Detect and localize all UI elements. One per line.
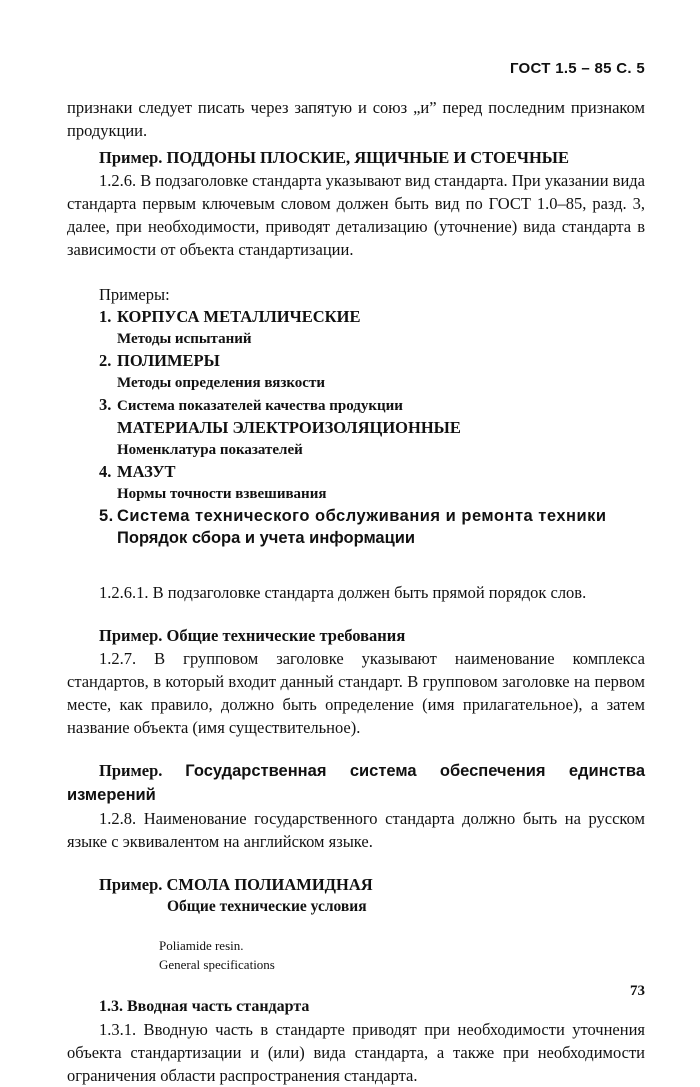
- example-4: [67, 759, 645, 807]
- english-title-line-2: General specifications: [159, 957, 275, 972]
- example-text: Общие технические требования: [166, 626, 406, 645]
- example-prefix: Пример.: [99, 761, 163, 780]
- item-subtitle: Нормы точности взвешивания: [117, 486, 327, 502]
- section-title-1-3: 1.3. Вводная часть стандарта: [99, 998, 310, 1015]
- item-title: Система технического обслуживания и ремонта техники: [117, 507, 607, 525]
- example-5-subtitle: Общие технические условия: [167, 898, 367, 915]
- item-subtitle: Номенклатура показателей: [117, 442, 303, 458]
- example-prefix: Пример.: [99, 148, 163, 167]
- example-item-3: [99, 394, 645, 417]
- example-prefix: Пример.: [99, 626, 163, 645]
- item-number: 2.: [99, 351, 112, 370]
- example-text: ПОДДОНЫ ПЛОСКИЕ, ЯЩИЧНЫЕ И СТОЕЧНЫЕ: [166, 148, 569, 167]
- page-body: [67, 96, 645, 1087]
- examples-label: Примеры:: [99, 285, 170, 304]
- page-header: ГОСТ 1.5 – 85 С. 5: [509, 60, 645, 77]
- paragraph-1-2-6: 1.2.6. В подзаголовке стандарта указывают вид стандарта. При указании вида стандарта первым ключевым словом должен быть вид по ГОСТ 1.0–85, разд. 3, далее, при необходимости, приводят детализацию (уточнение) вида стандарта в зависимости от объекта стандартизации.: [67, 171, 645, 259]
- example-5: [67, 873, 645, 896]
- example-text: Государственная система обеспечения единства измерений: [67, 762, 645, 804]
- item-subtitle: МАТЕРИАЛЫ ЭЛЕКТРОИЗОЛЯЦИОННЫЕ: [117, 418, 461, 437]
- item-number: 4.: [99, 462, 112, 481]
- example-item-5: [99, 505, 645, 527]
- item-number: 1.: [99, 307, 112, 326]
- example-item-1: [99, 306, 645, 328]
- paragraph-1-3-1: 1.3.1. Вводную часть в стандарте приводят при необходимости уточнения объекта стандартизации и (или) вида стандарта, а также при необходимости ограничения области распространения стандарта.: [67, 1020, 645, 1085]
- example-item-2: [99, 350, 645, 372]
- item-title: МАЗУТ: [117, 462, 176, 481]
- item-subtitle: Методы определения вязкости: [117, 375, 325, 391]
- item-title: ПОЛИМЕРЫ: [117, 351, 220, 370]
- item-title: Система показателей качества продукции: [117, 398, 403, 414]
- english-title-line-1: Poliamide resin.: [159, 938, 244, 953]
- item-subtitle: Методы испытаний: [117, 331, 252, 347]
- paragraph-continuation: признаки следует писать через запятую и союз „и” перед последним признаком продукции.: [67, 98, 645, 140]
- paragraph-1-2-6-1: 1.2.6.1. В подзаголовке стандарта должен быть прямой порядок слов.: [99, 583, 587, 602]
- item-number: 5.: [99, 507, 114, 525]
- page-number: 73: [630, 983, 645, 999]
- item-title: КОРПУСА МЕТАЛЛИЧЕСКИЕ: [117, 307, 361, 326]
- item-subtitle: Порядок сбора и учета информации: [117, 529, 416, 547]
- item-number: 3.: [99, 395, 112, 414]
- paragraph-1-2-7: 1.2.7. В групповом заголовке указывают наименование комплекса стандартов, в который входит данный стандарт. В групповом заголовке на первом месте, как правило, должно быть определение (имя прилагательное), а затем название объекта (имя существительное).: [67, 649, 645, 737]
- example-1: [67, 146, 645, 169]
- examples-list: [99, 283, 645, 549]
- paragraph-1-2-8: 1.2.8. Наименование государственного стандарта должно быть на русском языке с эквивалентом на английском языке.: [67, 809, 645, 851]
- example-item-4: [99, 461, 645, 483]
- example-3: [67, 624, 645, 647]
- example-text: СМОЛА ПОЛИАМИДНАЯ: [166, 875, 373, 894]
- example-prefix: Пример.: [99, 875, 163, 894]
